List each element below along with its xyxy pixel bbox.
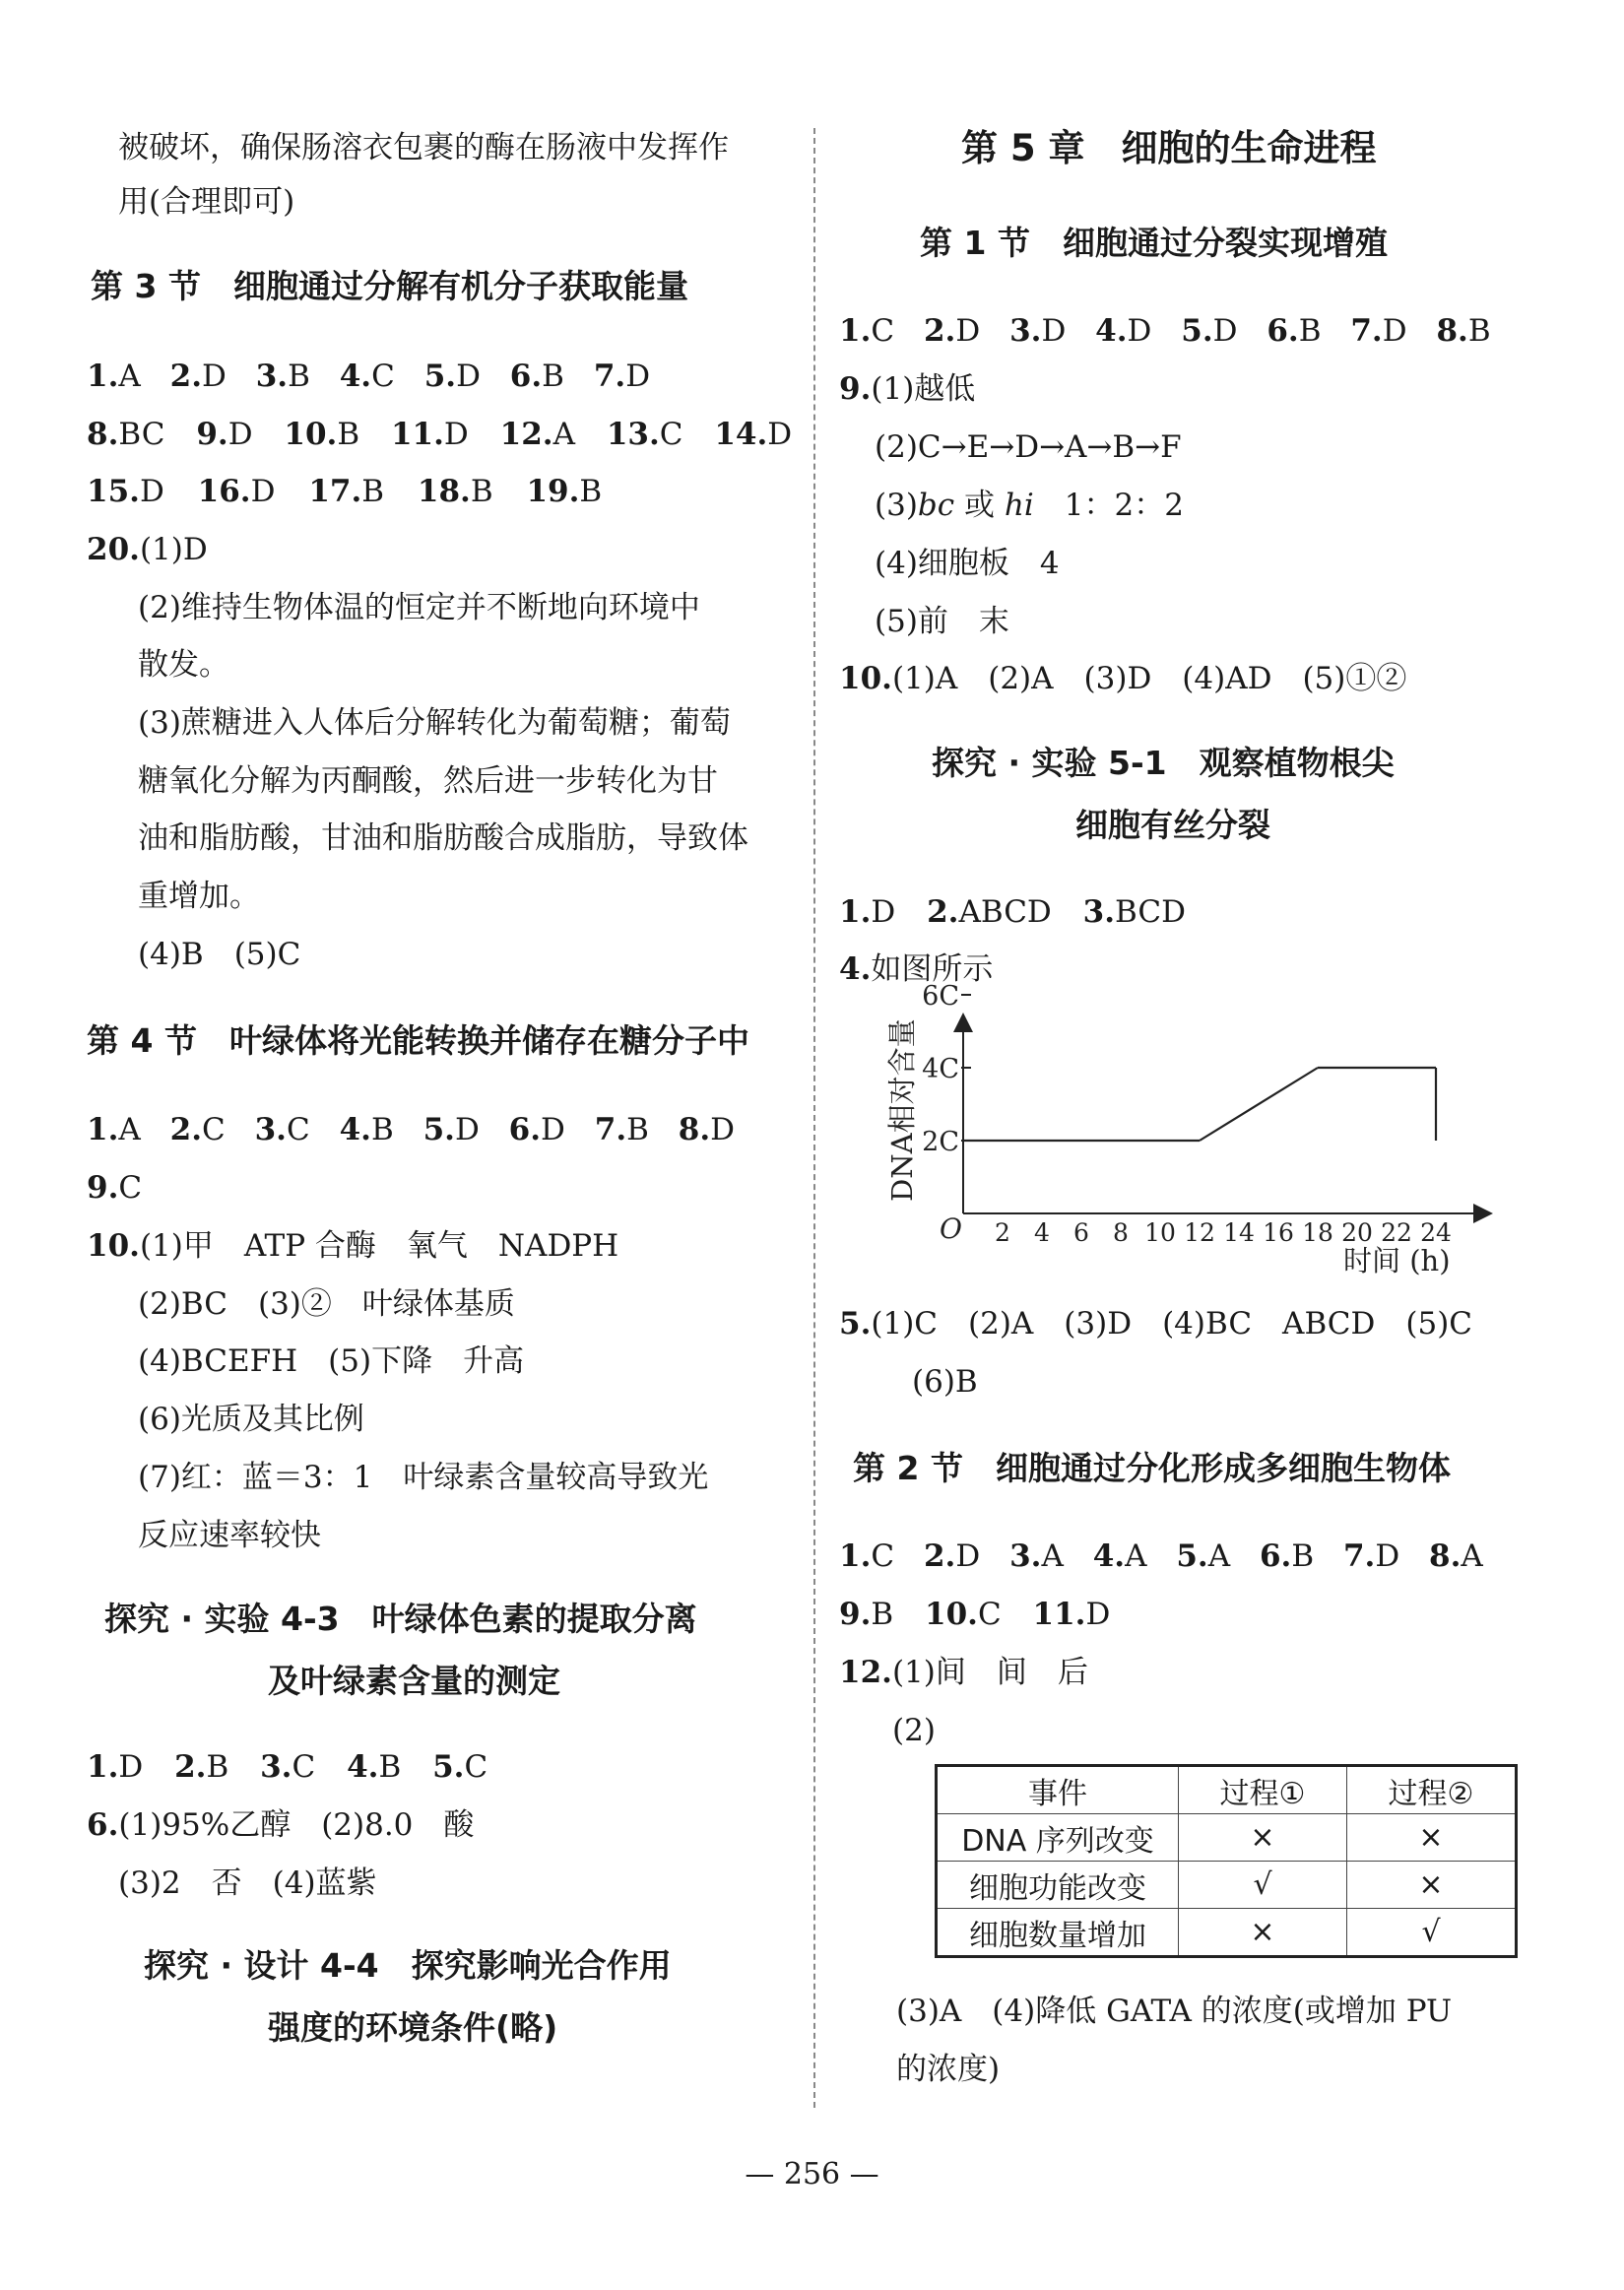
answer-item: 4.A xyxy=(1092,1538,1147,1574)
experiment-4-3-title-2: 及叶绿素含量的测定 xyxy=(268,1662,560,1700)
answer-item: 11.D xyxy=(390,417,469,452)
answer-item: 1.D xyxy=(839,894,896,930)
answer-item: 17.B xyxy=(308,474,385,509)
sec2-row-1 xyxy=(839,1537,1483,1576)
q9-line-2: (2)C→E→D→A→B→F xyxy=(875,429,1182,465)
q12-line-1: 12.(1)间 间 后 xyxy=(839,1655,1088,1690)
section-2-title: 第 2 节 细胞通过分化形成多细胞生物体 xyxy=(853,1449,1451,1487)
answer-item: 5.D xyxy=(1181,313,1238,349)
y-tick-label: 6C xyxy=(922,981,959,1012)
answer-item: 2.D xyxy=(923,313,981,349)
answer-item: 2.B xyxy=(174,1749,229,1785)
answer-item: 2.C xyxy=(169,1112,226,1147)
answer-item: 8.A xyxy=(1429,1538,1483,1574)
q12-line-2: (2) xyxy=(892,1713,936,1748)
design-4-4-title-1: 探究 · 设计 4-4 探究影响光合作用 xyxy=(144,1946,672,1985)
section-4-title: 第 4 节 叶绿体将光能转换并储存在糖分子中 xyxy=(87,1021,749,1060)
x-tick-label: 2 xyxy=(995,1218,1010,1247)
origin-label: O xyxy=(940,1212,962,1245)
x-tick-label: 14 xyxy=(1223,1218,1255,1247)
section-1-title: 第 1 节 细胞通过分裂实现增殖 xyxy=(920,224,1388,262)
q10-line-5: (7)红：蓝＝3：1 叶绿素含量较高导致光 xyxy=(138,1460,709,1495)
answer-item: 9.C xyxy=(87,1170,143,1206)
answer-item: 1.A xyxy=(87,1112,141,1147)
q10-line-1: 10.(1)甲 ATP 合酶 氧气 NADPH xyxy=(87,1228,619,1264)
answer-item: 7.D xyxy=(1350,313,1407,349)
table-row xyxy=(937,1814,1517,1862)
table-cell: √ xyxy=(1347,1909,1517,1957)
experiment-5-1-title-2: 细胞有丝分裂 xyxy=(1075,806,1270,844)
q10-line-6: 反应速率较快 xyxy=(138,1518,321,1553)
sec3-row-1 xyxy=(87,357,650,396)
q20-line-4: (3)蔗糖进入人体后分解转化为葡萄糖；葡萄 xyxy=(138,705,731,741)
answer-item: 6.D xyxy=(508,1112,565,1147)
table-cell: DNA 序列改变 xyxy=(937,1814,1179,1862)
y-axis-label: DNA相对含量 xyxy=(885,1018,919,1202)
answer-item: 18.B xyxy=(417,474,493,509)
table-row xyxy=(937,1862,1517,1909)
answer-item: 7.D xyxy=(1342,1538,1400,1574)
x-tick-label: 24 xyxy=(1420,1218,1452,1247)
exp51-row-1 xyxy=(839,892,1186,932)
table-cell: √ xyxy=(1179,1862,1347,1909)
answer-item: 1.A xyxy=(87,359,141,394)
answer-item: 7.D xyxy=(593,359,651,394)
answer-item: 9.D xyxy=(196,417,253,452)
answer-item: 6.B xyxy=(1267,313,1322,349)
answer-item: 7.B xyxy=(594,1112,649,1147)
answer-item: 10.B xyxy=(284,417,360,452)
table-cell: 细胞功能改变 xyxy=(937,1862,1179,1909)
x-tick-label: 22 xyxy=(1381,1218,1412,1247)
answer-item: 2.ABCD xyxy=(927,894,1052,930)
answer-item: 9.B xyxy=(839,1597,894,1632)
q20-line-5: 糖氧化分解为丙酮酸，然后进一步转化为甘 xyxy=(138,763,718,799)
table-cell: 细胞数量增加 xyxy=(937,1909,1179,1957)
answer-item: 4.B xyxy=(339,1112,394,1147)
table-header: 过程① xyxy=(1179,1766,1347,1814)
q20-line-2: (2)维持生物体温的恒定并不断地向环境中 xyxy=(138,590,700,625)
answer-item: 14.D xyxy=(714,417,793,452)
table-header: 事件 xyxy=(937,1766,1179,1814)
table-header-row xyxy=(937,1766,1517,1814)
answer-item: 3.A xyxy=(1009,1538,1064,1574)
intro-line-2: 用(合理即可) xyxy=(118,184,295,220)
answer-item: 2.D xyxy=(169,359,227,394)
q10-right-line: 10.(1)A (2)A (3)D (4)AD (5)①② xyxy=(839,661,1407,696)
table-header: 过程② xyxy=(1347,1766,1517,1814)
column-divider xyxy=(813,128,815,2108)
y-tick-label: 4C xyxy=(922,1054,959,1084)
answer-item: 16.D xyxy=(197,474,276,509)
answer-item: 8.D xyxy=(678,1112,736,1147)
answer-item: 6.B xyxy=(1259,1538,1315,1574)
sec4-row-1 xyxy=(87,1110,735,1149)
q6-line-1: 6.(1)95%乙醇 (2)8.0 酸 xyxy=(87,1807,475,1843)
q9-line-1: 9.(1)越低 xyxy=(839,371,976,407)
q12-line-3: (3)A (4)降低 GATA 的浓度(或增加 PU xyxy=(896,1994,1453,2029)
series-segment xyxy=(1200,1068,1318,1141)
table-cell: × xyxy=(1347,1862,1517,1909)
q5-line-1: 5.(1)C (2)A (3)D (4)BC ABCD (5)C xyxy=(839,1306,1473,1341)
sec3-row-2 xyxy=(87,415,792,454)
q20-line-8: (4)B (5)C xyxy=(138,937,301,972)
experiment-4-3-title-1: 探究 · 实验 4-3 叶绿体色素的提取分离 xyxy=(104,1600,697,1638)
exp43-row-1 xyxy=(87,1747,487,1787)
table-cell: × xyxy=(1179,1814,1347,1862)
x-tick-label: 6 xyxy=(1073,1218,1089,1247)
q12-line-4: 的浓度) xyxy=(896,2052,1001,2087)
answer-item: 3.C xyxy=(260,1749,316,1785)
intro-line-1: 被破坏，确保肠溶衣包裹的酶在肠液中发挥作 xyxy=(118,130,729,165)
x-axis-label: 时间 (h) xyxy=(1343,1244,1451,1277)
answer-item: 19.B xyxy=(526,474,603,509)
page-number: — 256 — xyxy=(745,2157,879,2192)
q10-line-3: (4)BCEFH (5)下降 升高 xyxy=(138,1343,525,1379)
answer-item: 3.BCD xyxy=(1082,894,1186,930)
answer-item: 11.D xyxy=(1032,1597,1111,1632)
table-cell: × xyxy=(1347,1814,1517,1862)
q20-line-6: 油和脂肪酸，甘油和脂肪酸合成脂肪，导致体 xyxy=(138,820,748,856)
answer-item: 8.B xyxy=(1436,313,1491,349)
q20-line-7: 重增加。 xyxy=(138,879,260,914)
q10-line-4: (6)光质及其比例 xyxy=(138,1402,364,1437)
q20-line-3: 散发。 xyxy=(138,647,229,683)
section-3-title: 第 3 节 细胞通过分解有机分子获取能量 xyxy=(91,267,688,305)
x-tick-label: 16 xyxy=(1263,1218,1294,1247)
sec4-row-2 xyxy=(87,1168,142,1208)
sec1-row-1 xyxy=(839,311,1491,351)
x-tick-label: 8 xyxy=(1113,1218,1129,1247)
answer-item: 6.B xyxy=(509,359,564,394)
x-tick-label: 10 xyxy=(1144,1218,1176,1247)
answer-item: 1.C xyxy=(839,313,895,349)
answer-item: 4.B xyxy=(347,1749,402,1785)
answer-item: 10.C xyxy=(925,1597,1002,1632)
q9-line-5: (5)前 末 xyxy=(875,604,1009,639)
chapter-5-title: 第 5 章 细胞的生命进程 xyxy=(961,127,1377,169)
q6-line-2: (3)2 否 (4)蓝紫 xyxy=(118,1865,377,1901)
answer-item: 3.D xyxy=(1009,313,1067,349)
q5-line-2: (6)B xyxy=(912,1364,978,1400)
answer-item: 4.D xyxy=(1095,313,1152,349)
experiment-5-1-title-1: 探究 · 实验 5-1 观察植物根尖 xyxy=(932,744,1395,782)
x-tick-label: 12 xyxy=(1184,1218,1215,1247)
table-cell: × xyxy=(1179,1909,1347,1957)
answer-item: 8.BC xyxy=(87,417,165,452)
q20-line-1: 20.(1)D xyxy=(87,532,208,567)
answer-item: 5.A xyxy=(1176,1538,1231,1574)
q4-line: 4.如图所示 xyxy=(839,951,994,987)
design-4-4-title-2: 强度的环境条件(略) xyxy=(268,2008,558,2047)
answer-item: 5.C xyxy=(432,1749,488,1785)
x-tick-label: 4 xyxy=(1034,1218,1050,1247)
answer-item: 15.D xyxy=(87,474,164,509)
answer-item: 5.D xyxy=(422,1112,480,1147)
q9-line-4: (4)细胞板 4 xyxy=(875,546,1060,581)
q9-line-3: (3)bc 或 hi 1：2：2 xyxy=(875,488,1184,523)
dna-content-chart xyxy=(867,981,1497,1290)
answer-item: 3.C xyxy=(254,1112,310,1147)
events-table xyxy=(935,1764,1518,1958)
sec2-row-2 xyxy=(839,1595,1110,1634)
answer-item: 1.C xyxy=(839,1538,895,1574)
answer-item: 2.D xyxy=(923,1538,981,1574)
answer-item: 5.D xyxy=(423,359,481,394)
y-tick-label: 2C xyxy=(922,1127,959,1157)
table-row xyxy=(937,1909,1517,1957)
x-tick-label: 18 xyxy=(1302,1218,1333,1247)
answer-item: 3.B xyxy=(255,359,310,394)
sec3-row-3 xyxy=(87,472,602,511)
x-tick-label: 20 xyxy=(1341,1218,1373,1247)
answer-item: 13.C xyxy=(606,417,683,452)
answer-item: 12.A xyxy=(499,417,575,452)
q10-line-2: (2)BC (3)② 叶绿体基质 xyxy=(138,1286,515,1322)
answer-item: 4.C xyxy=(339,359,395,394)
answer-item: 1.D xyxy=(87,1749,144,1785)
